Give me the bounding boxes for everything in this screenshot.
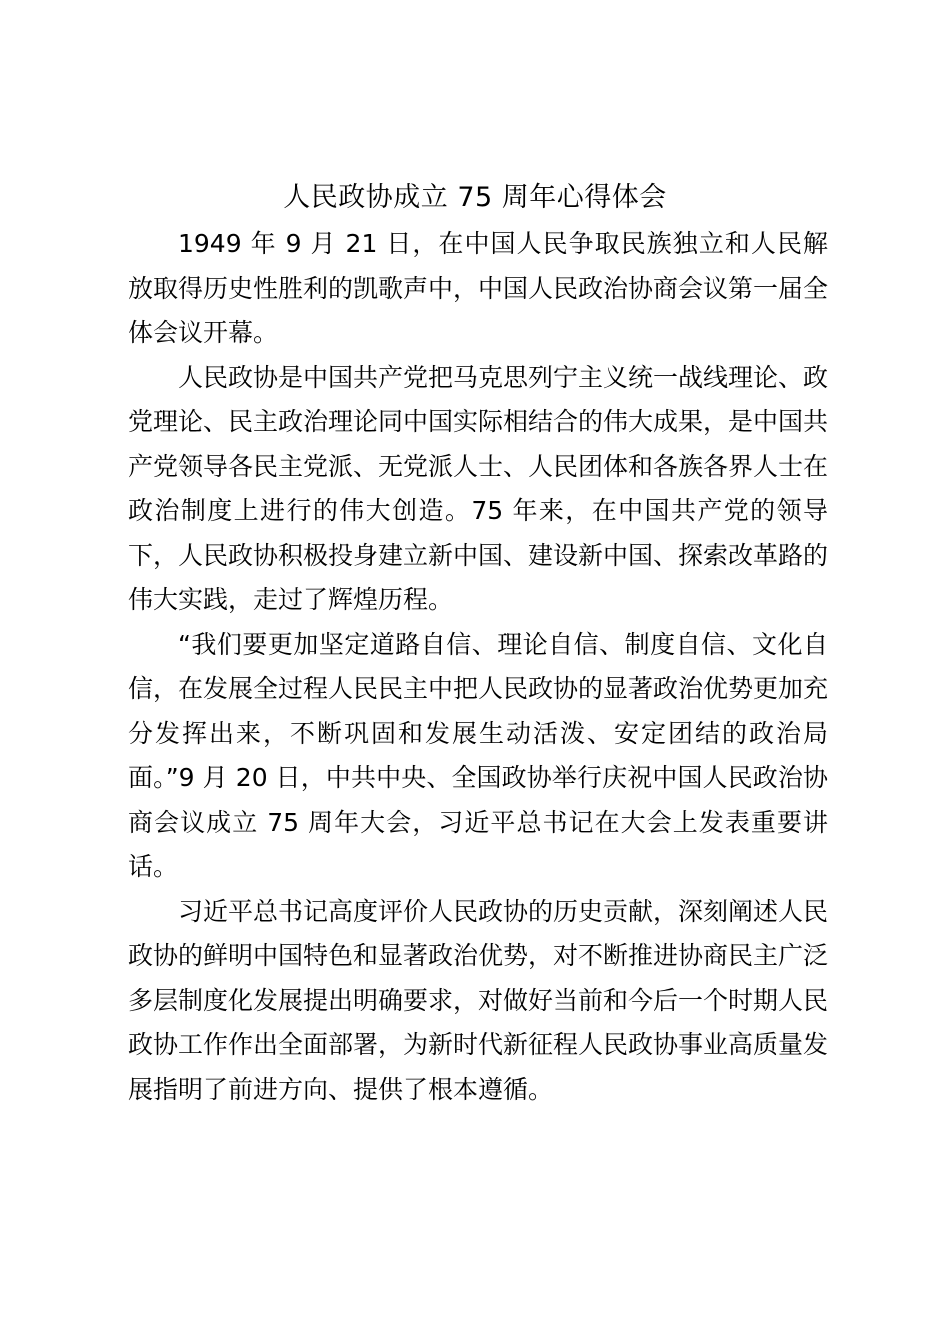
document-body	[128, 222, 828, 1112]
document-title: 人民政协成立 75 周年心得体会	[283, 182, 667, 213]
paragraph-1: 1949 年 9 月 21 日，在中国人民争取民族独立和人民解放取得历史性胜利的凯歌声中，中国人民政治协商会议第一届全体会议开幕。	[128, 229, 829, 347]
paragraph-2: 人民政协是中国共产党把马克思列宁主义统一战线理论、政党理论、民主政治理论同中国实际相结合的伟大成果，是中国共产党领导各民主党派、无党派人士、人民团体和各族各界人士在政治制度上进行的伟大创造。75 年来，在中国共产党的领导下，人民政协积极投身建立新中国、建设新中国、探索改革路的伟大实践，走过了辉煌历程。	[128, 362, 829, 614]
paragraph-4: 习近平总书记高度评价人民政协的历史贡献，深刻阐述人民政协的鲜明中国特色和显著政治优势，对不断推进协商民主广泛多层制度化发展提出明确要求，对做好当前和今后一个时期人民政协工作作出全面部署，为新时代新征程人民政协事业高质量发展指明了前进方向、提供了根本遵循。	[128, 896, 829, 1104]
paragraph-3: “我们要更加坚定道路自信、理论自信、制度自信、文化自信，在发展全过程人民民主中把人民政协的显著政治优势更加充分发挥出来，不断巩固和发展生动活泼、安定团结的政治局面。”9 月 20 日，中共中央、全国政协举行庆祝中国人民政治协商会议成立 75 周年大会，习近平总书记在大会上发表重要讲话。	[128, 629, 829, 881]
